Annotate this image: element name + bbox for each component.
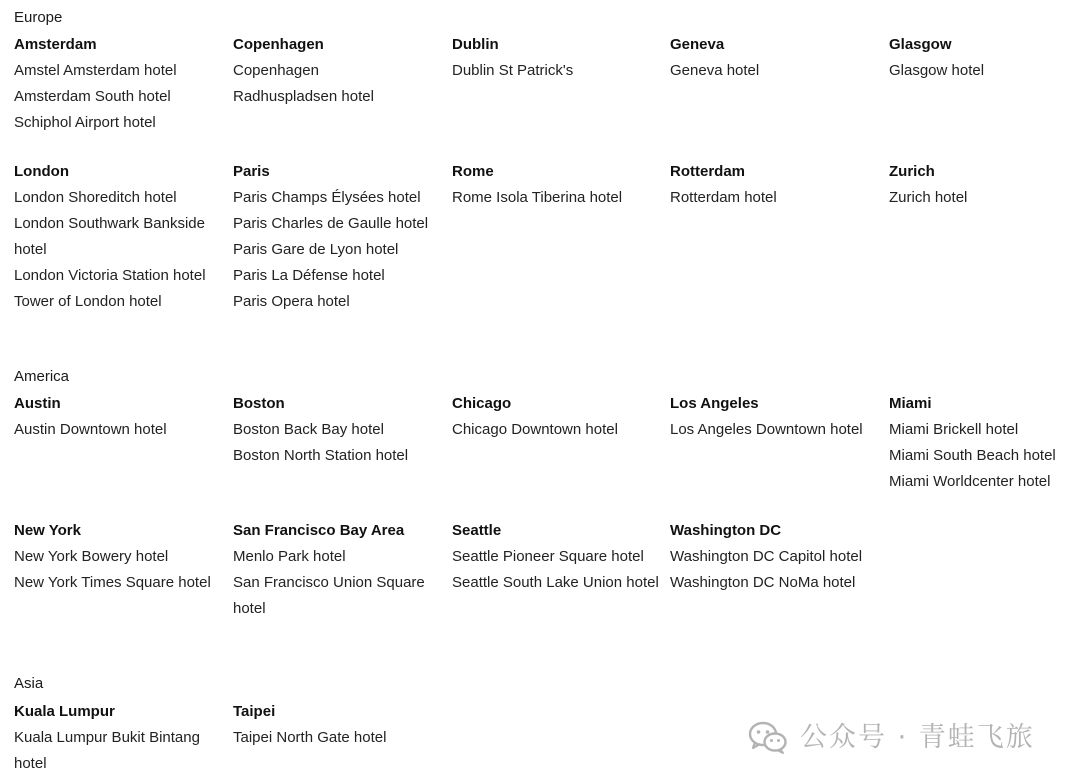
hotel-link[interactable]: Boston Back Bay hotel [233,421,384,438]
city-name: Glasgow [889,36,952,53]
hotel-link[interactable]: Rotterdam hotel [670,189,777,206]
hotel-link[interactable]: Paris Charles de Gaulle hotel [233,215,429,232]
city-copenhagen [233,32,443,110]
city-austin [14,391,224,443]
city-name: Zurich [889,163,935,180]
hotel-link[interactable]: Miami Brickell hotel [889,421,1019,438]
city-london [14,159,224,315]
city-name: Rotterdam [670,163,746,180]
hotel-link[interactable]: Chicago Downtown hotel [452,421,618,438]
hotel-link[interactable]: Paris Champs Élysées hotel [233,189,421,206]
hotel-link[interactable]: London Shoreditch hotel [14,189,177,206]
city-name: Boston [233,395,285,412]
hotel-link[interactable]: Copenhagen [233,62,319,79]
city-boston [233,391,443,469]
wechat-icon [748,721,788,755]
city-kuala-lumpur [14,699,224,777]
city-name: London [14,163,69,180]
city-zurich [889,159,1080,211]
region-label-europe: Europe [14,9,63,26]
hotel-link[interactable]: London Southwark Bankside hotel [14,215,205,258]
hotel-link[interactable]: Glasgow hotel [889,62,985,79]
city-name: New York [14,522,81,539]
hotel-link[interactable]: Boston North Station hotel [233,447,409,464]
hotel-link[interactable]: Los Angeles Downtown hotel [670,421,863,438]
hotel-link[interactable]: Paris Opera hotel [233,293,350,310]
hotel-link[interactable]: Taipei North Gate hotel [233,729,387,746]
region-label-america: America [14,368,70,385]
city-chicago [452,391,662,443]
hotel-link[interactable]: San Francisco Union Square hotel [233,574,425,617]
hotel-link[interactable]: Amstel Amsterdam hotel [14,62,177,79]
city-name: Amsterdam [14,36,97,53]
hotel-link[interactable]: London Victoria Station hotel [14,267,206,284]
city-name: Rome [452,163,494,180]
city-name: Paris [233,163,270,180]
hotel-link[interactable]: Paris Gare de Lyon hotel [233,241,399,258]
city-name: Chicago [452,395,512,412]
city-glasgow [889,32,1080,84]
hotel-link[interactable]: Radhuspladsen hotel [233,88,374,105]
city-name: San Francisco Bay Area [233,522,405,539]
hotel-link[interactable]: Rome Isola Tiberina hotel [452,189,623,206]
city-geneva [670,32,880,84]
hotel-link[interactable]: Geneva hotel [670,62,760,79]
hotel-link[interactable]: Tower of London hotel [14,293,162,310]
city-name: Kuala Lumpur [14,703,115,720]
city-name: Copenhagen [233,36,324,53]
watermark [748,720,1035,756]
hotel-link[interactable]: Washington DC Capitol hotel [670,548,863,565]
city-dublin [452,32,662,84]
watermark-text: 公众号 · 青蛙飞旅 [800,722,1035,753]
hotel-link[interactable]: Miami Worldcenter hotel [889,473,1051,490]
city-name: Dublin [452,36,499,53]
city-name: Austin [14,395,61,412]
city-name: Taipei [233,703,276,720]
city-taipei [233,699,443,751]
city-rotterdam [670,159,880,211]
city-new-york [14,518,224,596]
hotel-link[interactable]: Washington DC NoMa hotel [670,574,856,591]
city-name: Seattle [452,522,502,539]
hotel-link[interactable]: Austin Downtown hotel [14,421,167,438]
hotel-link[interactable]: New York Bowery hotel [14,548,169,565]
city-amsterdam [14,32,224,136]
hotel-link[interactable]: Dublin St Patrick's [452,62,574,79]
city-rome [452,159,662,211]
hotel-link[interactable]: Menlo Park hotel [233,548,346,565]
city-san-francisco-bay-area [233,518,443,622]
city-name: Washington DC [670,522,782,539]
city-name: Geneva [670,36,725,53]
city-paris [233,159,443,315]
city-name: Miami [889,395,932,412]
hotel-link[interactable]: New York Times Square hotel [14,574,211,591]
city-miami [889,391,1080,495]
hotel-link[interactable]: Kuala Lumpur Bukit Bintang hotel [14,729,200,772]
city-washington-dc [670,518,880,596]
hotel-link[interactable]: Seattle South Lake Union hotel [452,574,659,591]
city-seattle [452,518,662,596]
hotel-link[interactable]: Miami South Beach hotel [889,447,1056,464]
city-los-angeles [670,391,880,443]
region-label-asia: Asia [14,675,44,692]
hotel-link[interactable]: Paris La Défense hotel [233,267,385,284]
hotel-link[interactable]: Zurich hotel [889,189,968,206]
hotel-link[interactable]: Seattle Pioneer Square hotel [452,548,644,565]
city-name: Los Angeles [670,395,759,412]
hotel-link[interactable]: Amsterdam South hotel [14,88,171,105]
hotel-link[interactable]: Schiphol Airport hotel [14,114,156,131]
